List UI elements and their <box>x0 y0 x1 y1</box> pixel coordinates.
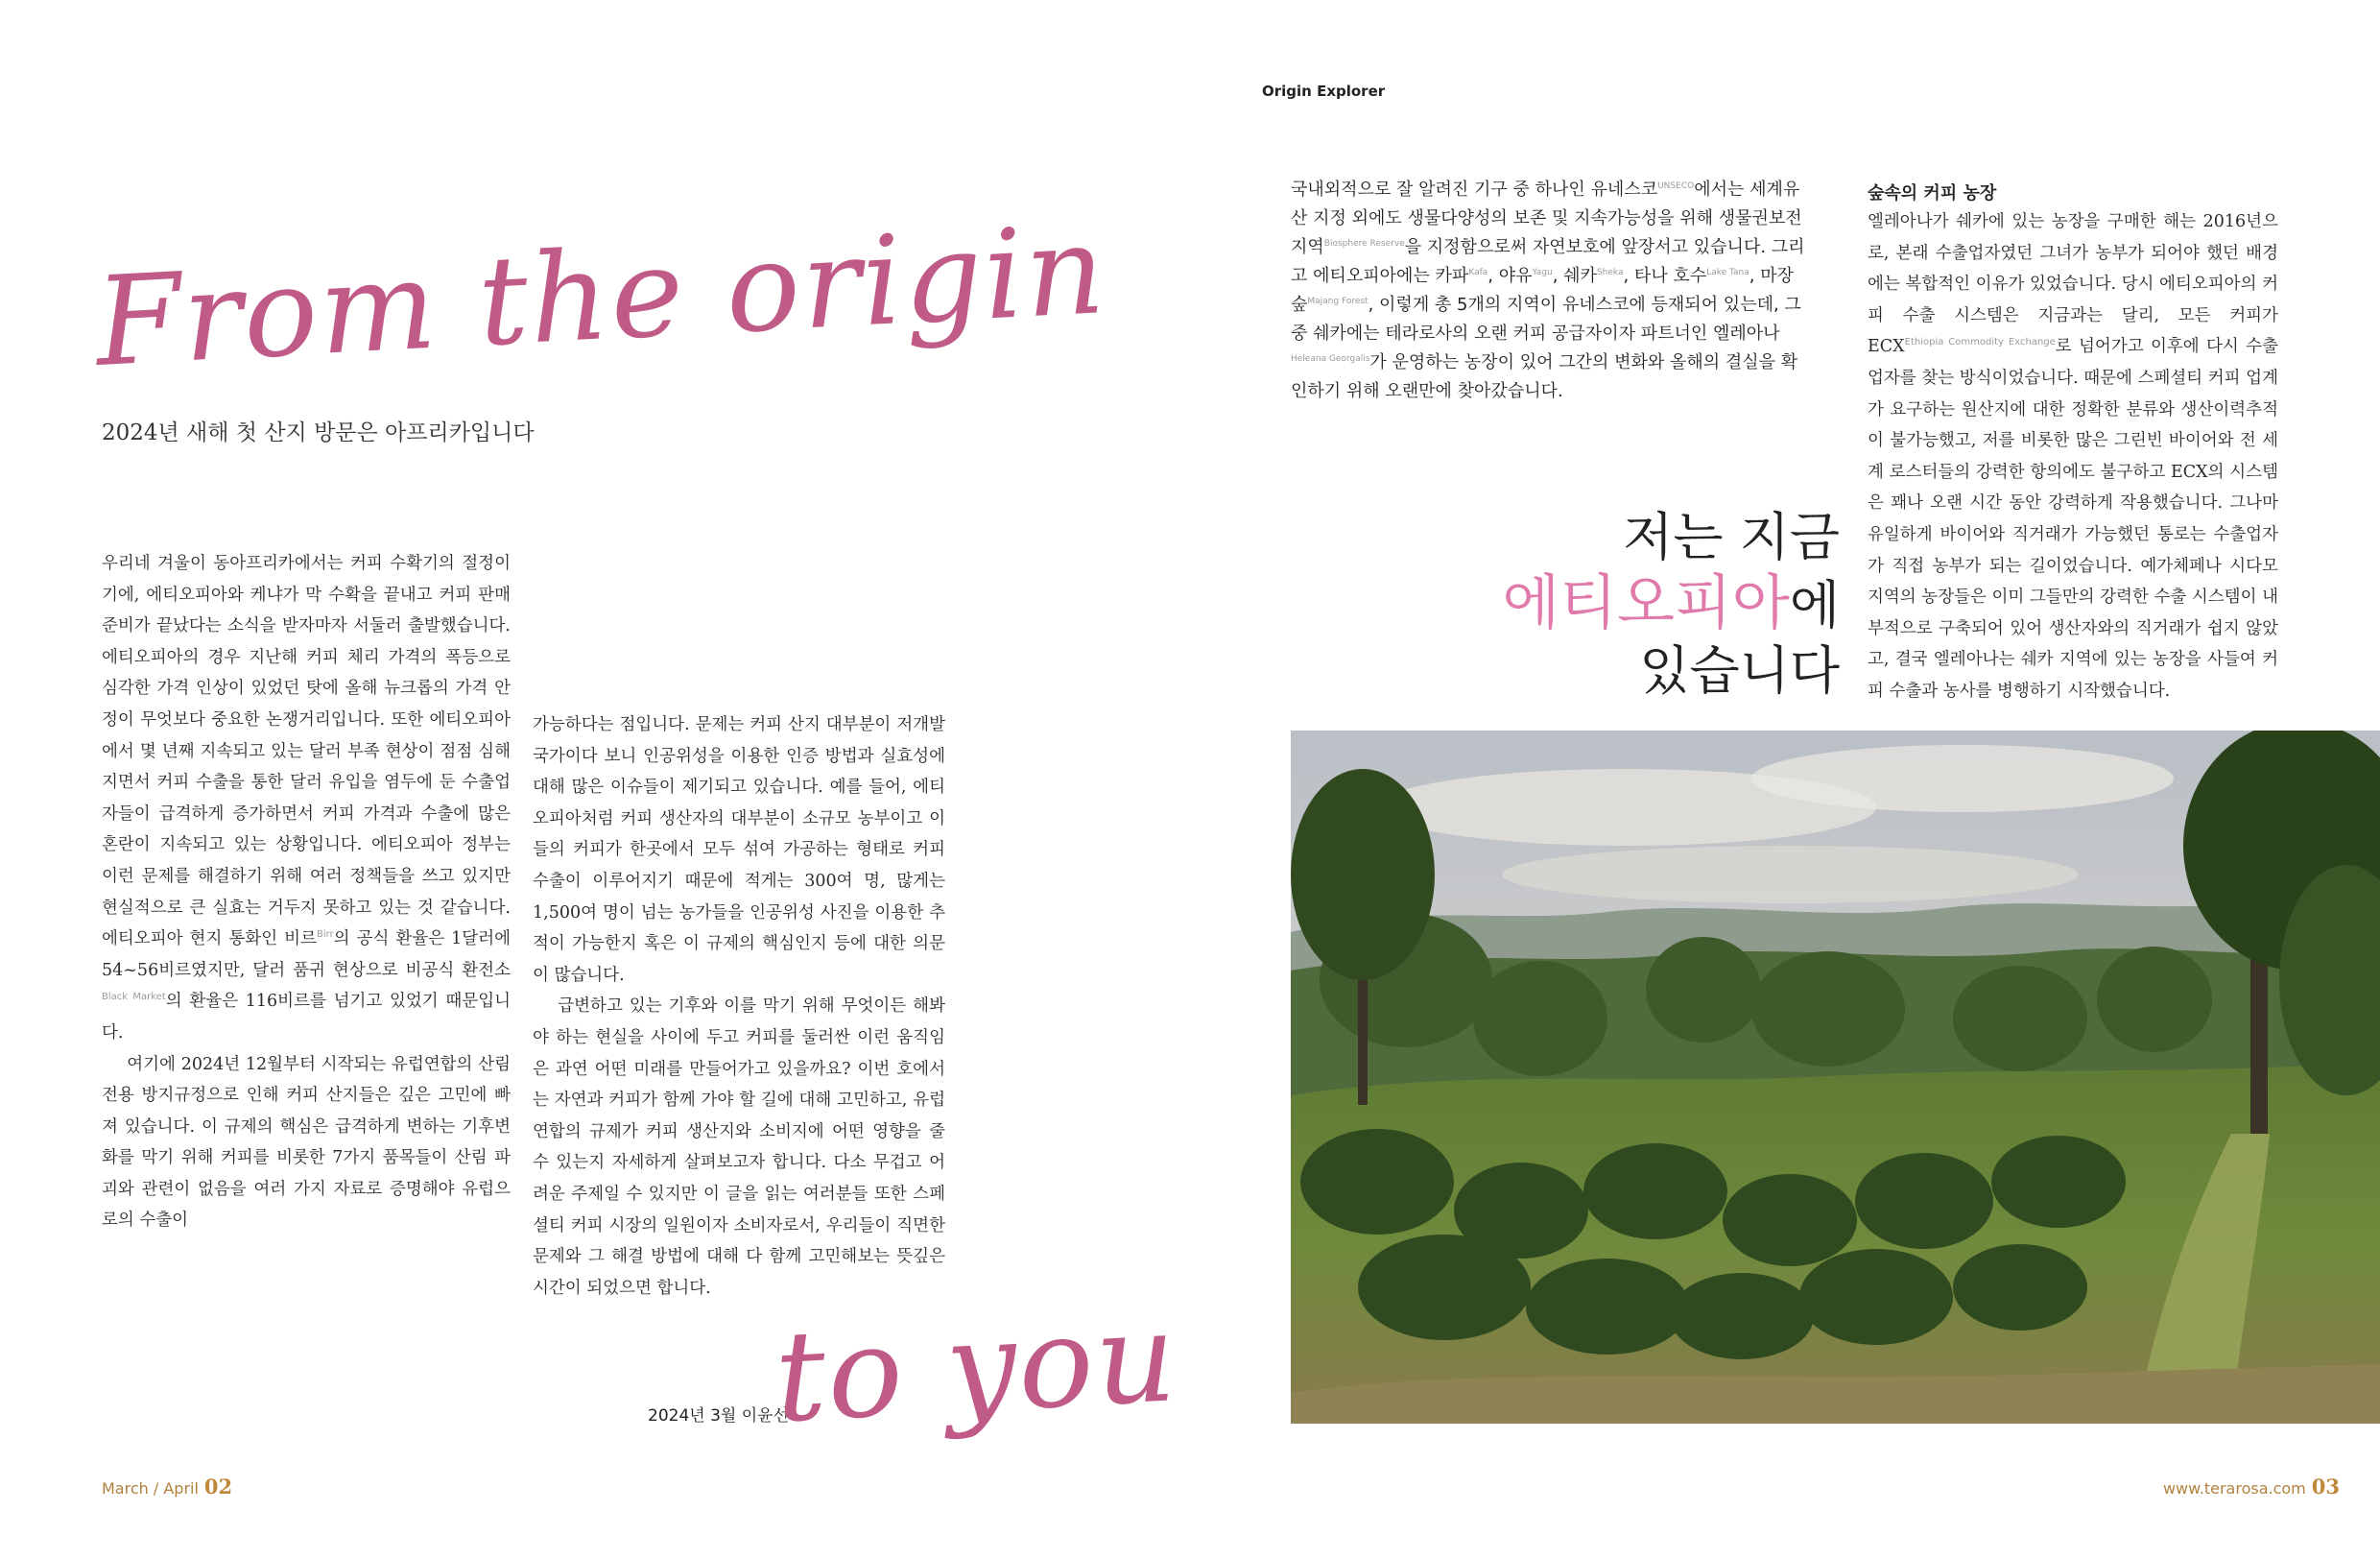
right-column <box>1868 206 2278 708</box>
paragraph: 급변하고 있는 기후와 이를 막기 위해 무엇이든 해봐야 하는 현실을 사이에 두고 커피를 둘러싼 이런 움직임은 과연 어떤 미래를 만들어가고 있을까요? 이번 호에서는 자연과 커피가 함께 가야 할 길에 대해 고민하고, 유럽연합의 규제가 커피 생산지와 소비지에 어떤 영향을 줄 수 있는지 자세하게 살펴보고자 합니다. 다소 무겁고 어려운 주제일 수 있지만 이 글을 읽는 여러분들 또한 스페셜티 커피 시장의 일원이자 소비자로서, 우리들이 직면한 문제와 그 해결 방법에 대해 다 함께 고민해보는 뜻깊은 시간이 되었으면 합니다. <box>533 996 945 1298</box>
section-label: Origin Explorer <box>1262 83 1386 100</box>
folio-label: March / April <box>102 1479 199 1498</box>
paragraph: 여기에 2024년 12월부터 시작되는 유럽연합의 산림전용 방지규정으로 인해 커피 산지들은 깊은 고민에 빠져 있습니다. 이 규제의 핵심은 급격하게 변하는 기후변화를 막기 위해 커피를 비롯한 7가지 품목들이 산림 파괴와 관련이 없음을 여러 가지 자료로 증명해야 유럽으로의 수출이 <box>102 1054 511 1231</box>
pull-quote-line: 에티오피아에 <box>1502 567 1840 637</box>
byline: 2024년 3월 이윤선 <box>648 1406 789 1426</box>
folio-left <box>102 1475 232 1499</box>
side-heading: 숲속의 커피 농장 <box>1868 183 1997 204</box>
pull-quote-accent: 에티오피아 <box>1502 567 1790 637</box>
pull-quote <box>1398 505 1840 704</box>
pull-quote-line: 있습니다 <box>1639 640 1840 701</box>
folio-label: www.terarosa.com <box>2162 1479 2306 1498</box>
page-number: 02 <box>203 1475 233 1499</box>
subtitle: 2024년 새해 첫 산지 방문은 아프리카입니다 <box>102 420 535 445</box>
folio-right <box>2163 1475 2340 1499</box>
page-number: 03 <box>2311 1475 2340 1499</box>
intro-paragraph: 국내외적으로 잘 알려진 기구 중 하나인 유네스코$^{UNSECO}$에서는 세계유산 지정 외에도 생물다양성의 보존 및 지속가능성을 위해 생물권보전지역$^{Biosphere Reserve}$을 지정함으로써 자연보호에 앞장서고 있습니다. 그리고 에티오피아에는 카파$^{Kafa}$, 야유$^{Yagu}$, 쉐카$^{Sheka}$, 타나 호수$^{Lake Tana}$, 마장 숲$^{Majang Forest}$, 이렇게 총 5개의 지역이 유네스코에 등재되어 있는데, 그중 쉐카에는 테라로사의 오랜 커피 공급자이자 파트너인 엘레아나$^{Heleana Georgalis}$가 운영하는 농장이 있어 그간의 변화와 올해의 결실을 확인하기 위해 오랜만에 찾아갔습니다. <box>1291 180 1805 401</box>
script-title: From the origin <box>92 198 1110 395</box>
paragraph: 우리네 겨울이 동아프리카에서는 커피 수확기의 절정이기에, 에티오피아와 케냐가 막 수확을 끝내고 커피 판매 준비가 끝났다는 소식을 받자마자 서둘러 출발했습니다. 에티오피아의 경우 지난해 커피 체리 가격의 폭등으로 심각한 가격 인상이 있었던 탓에 올해 뉴크롭의 가격 안정이 무엇보다 중요한 논쟁거리입니다. 또한 에티오피아에서 몇 년째 지속되고 있는 달러 부족 현상이 점점 심해지면서 커피 수출을 통한 달러 유입을 염두에 둔 수출업자들이 급격하게 증가하면서 커피 가격과 수출에 많은 혼란이 지속되고 있는 상황입니다. 에티오피아 정부는 이런 문제를 해결하기 위해 여러 정책들을 쓰고 있지만 현실적으로 큰 실효는 거두지 못하고 있는 것 같습니다. 에티오피아 현지 통화인 비르$^{Birr}$의 공식 환율은 1달러에 54~56비르였지만, 달러 품귀 현상으로 비공식 환전소$^{Black Market}$의 환율은 116비르를 넘기고 있었기 때문입니다. <box>102 554 512 1043</box>
left-column-2 <box>533 709 945 1304</box>
left-column-1 <box>102 548 511 1236</box>
paragraph: 엘레아나가 쉐카에 있는 농장을 구매한 해는 2016년으로, 본래 수출업자였던 그녀가 농부가 되어야 했던 배경에는 복합적인 이유가 있었습니다. 당시 에티오피아의 커피 수출 시스템은 지금과는 달리, 모든 커피가 $ECX^{Ethiopia Commodity Exchange}$로 넘어가고 이후에 다시 수출업자를 찾는 방식이었습니다. 때문에 스페셜티 커피 업계가 요구하는 원산지에 대한 정확한 분류와 생산이력추적이 불가능했고, 저를 비롯한 많은 그린빈 바이어와 전 세계 로스터들의 강력한 항의에도 불구하고 ECX의 시스템은 꽤나 오랜 시간 동안 강력하게 작용했습니다. 그나마 유일하게 바이어와 직거래가 가능했던 통로는 수출업자가 직접 농부가 되는 길이었습니다. 예가체페나 시다모 지역의 농장들은 이미 그들만의 강력한 수출 시스템이 내부적으로 구축되어 있어 생산자와의 직거래가 쉽지 않았고, 결국 엘레아나는 쉐카 지역에 있는 농장을 사들여 커피 수출과 농사를 병행하기 시작했습니다. <box>1868 212 2278 701</box>
coffee-farm-photo <box>1291 731 2380 1424</box>
pull-quote-line: 저는 지금 <box>1623 507 1840 567</box>
paragraph: 가능하다는 점입니다. 문제는 커피 산지 대부분이 저개발국가이다 보니 인공위성을 이용한 인증 방법과 실효성에 대해 많은 이슈들이 제기되고 있습니다. 예를 들어, 에티오피아처럼 커피 생산자의 대부분이 소규모 농부이고 이들의 커피가 한곳에서 모두 섞여 가공하는 형태로 커피 수출이 이루어지기 때문에 적게는 300여 명, 많게는 1,500여 명이 넘는 농가들을 인공위성 사진을 이용한 추적이 가능한지 혹은 이 규제의 핵심인지 등에 대한 의문이 많습니다. <box>533 715 945 985</box>
script-signoff: to you <box>772 1283 1181 1451</box>
